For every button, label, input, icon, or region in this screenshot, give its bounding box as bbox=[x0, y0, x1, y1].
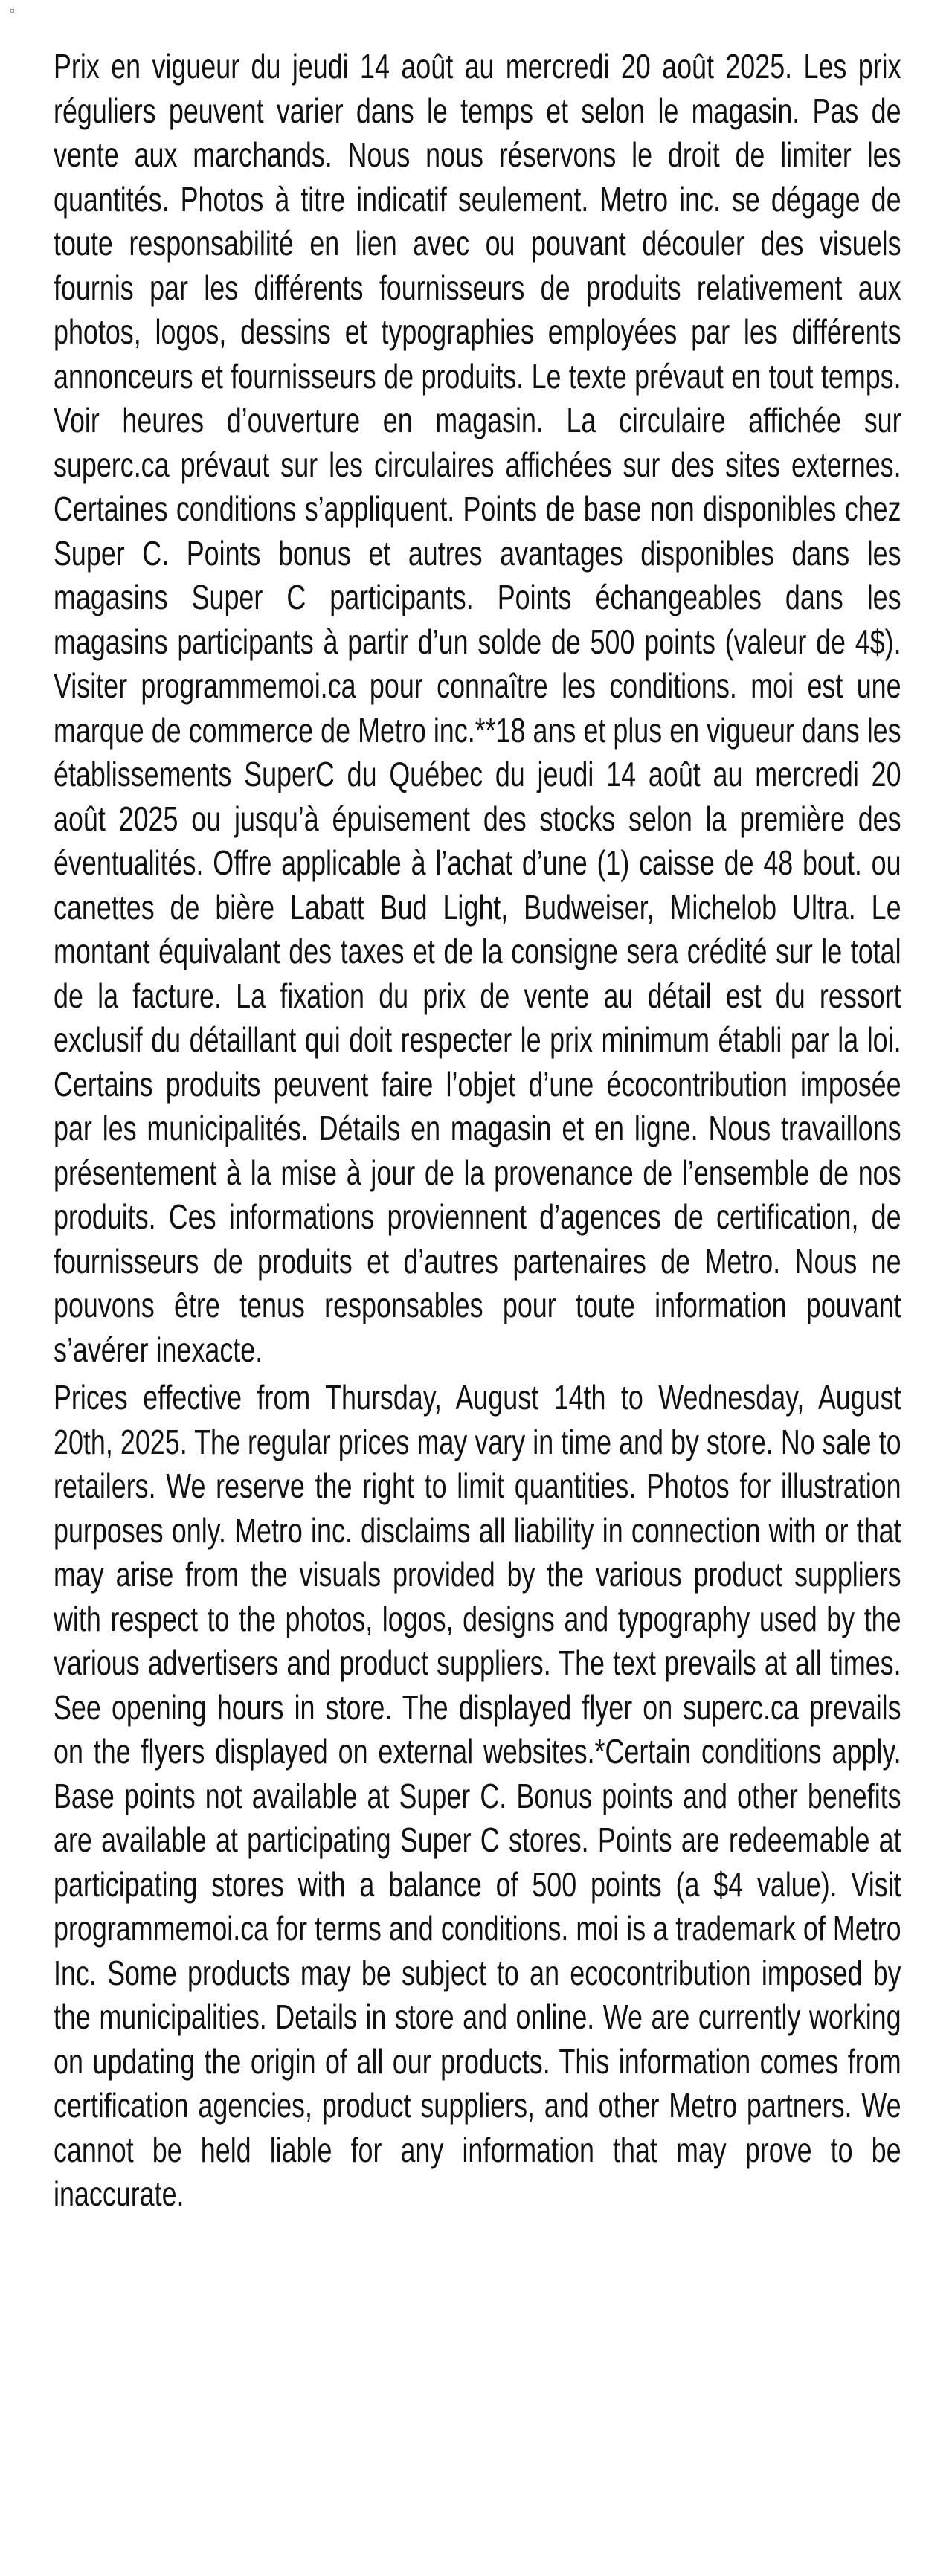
corner-mark bbox=[10, 9, 14, 13]
french-disclaimer-paragraph: Prix en vigueur du jeudi 14 août au mercredi 20 août 2025. Les prix réguliers peuvent varier dans le temps et selon le magasin. Pas de vente aux marchands. Nous nous réservons le droit de limiter les quantités. Photos à titre indicatif seulement. Metro inc. se dégage de toute responsabilité en lien avec ou pouvant découler des visuels fournis par les différents fournisseurs de produits relativement aux photos, logos, dessins et typographies employées par les différents annonceurs et fournisseurs de produits. Le texte prévaut en tout temps. Voir heures d’ouverture en magasin. La circulaire affichée sur superc.ca prévaut sur les circulaires affichées sur des sites externes. Certaines conditions s’appliquent. Points de base non disponibles chez Super C. Points bonus et autres avantages disponibles dans les magasins Super C participants. Points échangeables dans les magasins participants à partir d’un solde de 500 points (valeur de 4$). Visiter programmemoi.ca pour connaître les conditions. moi est une marque de commerce de Metro inc.**18 ans et plus en vigueur dans les établissements SuperC du Québec du jeudi 14 août au mercredi 20 août 2025 ou jusqu’à épuisement des stocks selon la première des éventualités. Offre applicable à l’achat d’une (1) caisse de 48 bout. ou canettes de bière Labatt Bud Light, Budweiser, Michelob Ultra. Le montant équivalant des taxes et de la consigne sera crédité sur le total de la facture. La fixation du prix de vente au détail est du ressort exclusif du détaillant qui doit respecter le prix minimum établi par la loi. Certains produits peuvent faire l’objet d’une écocontribution imposée par les municipalités. Détails en magasin et en ligne. Nous travaillons présentement à la mise à jour de la provenance de l’ensemble de nos produits. Ces informations proviennent d’agences de certification, de fournisseurs de produits et d’autres partenaires de Metro. Nous ne pouvons être tenus responsables pour toute information pouvant s’avérer inexacte. bbox=[54, 47, 901, 1369]
english-disclaimer-paragraph: Prices effective from Thursday, August 14th to Wednesday, August 20th, 2025. The regular prices may vary in time and by store. No sale to retailers. We reserve the right to limit quantities. Photos for illustration purposes only. Metro inc. disclaims all liability in connection with or that may arise from the visuals provided by the various product suppliers with respect to the photos, logos, designs and typography used by the various advertisers and product suppliers. The text prevails at all times. See opening hours in store. The displayed flyer on superc.ca prevails on the flyers displayed on external websites.*Certain conditions apply. Base points not available at Super C. Bonus points and other benefits are available at participating Super C stores. Points are redeemable at participating stores with a balance of 500 points (a $4 value). Visit programmemoi.ca for terms and conditions. moi is a trademark of Metro Inc. Some products may be subject to an ecocontribution imposed by the municipalities. Details in store and online. We are currently working on updating the origin of all our products. This information comes from certification agencies, product suppliers, and other Metro partners. We cannot be held liable for any information that may prove to be inaccurate. bbox=[54, 1378, 901, 2213]
